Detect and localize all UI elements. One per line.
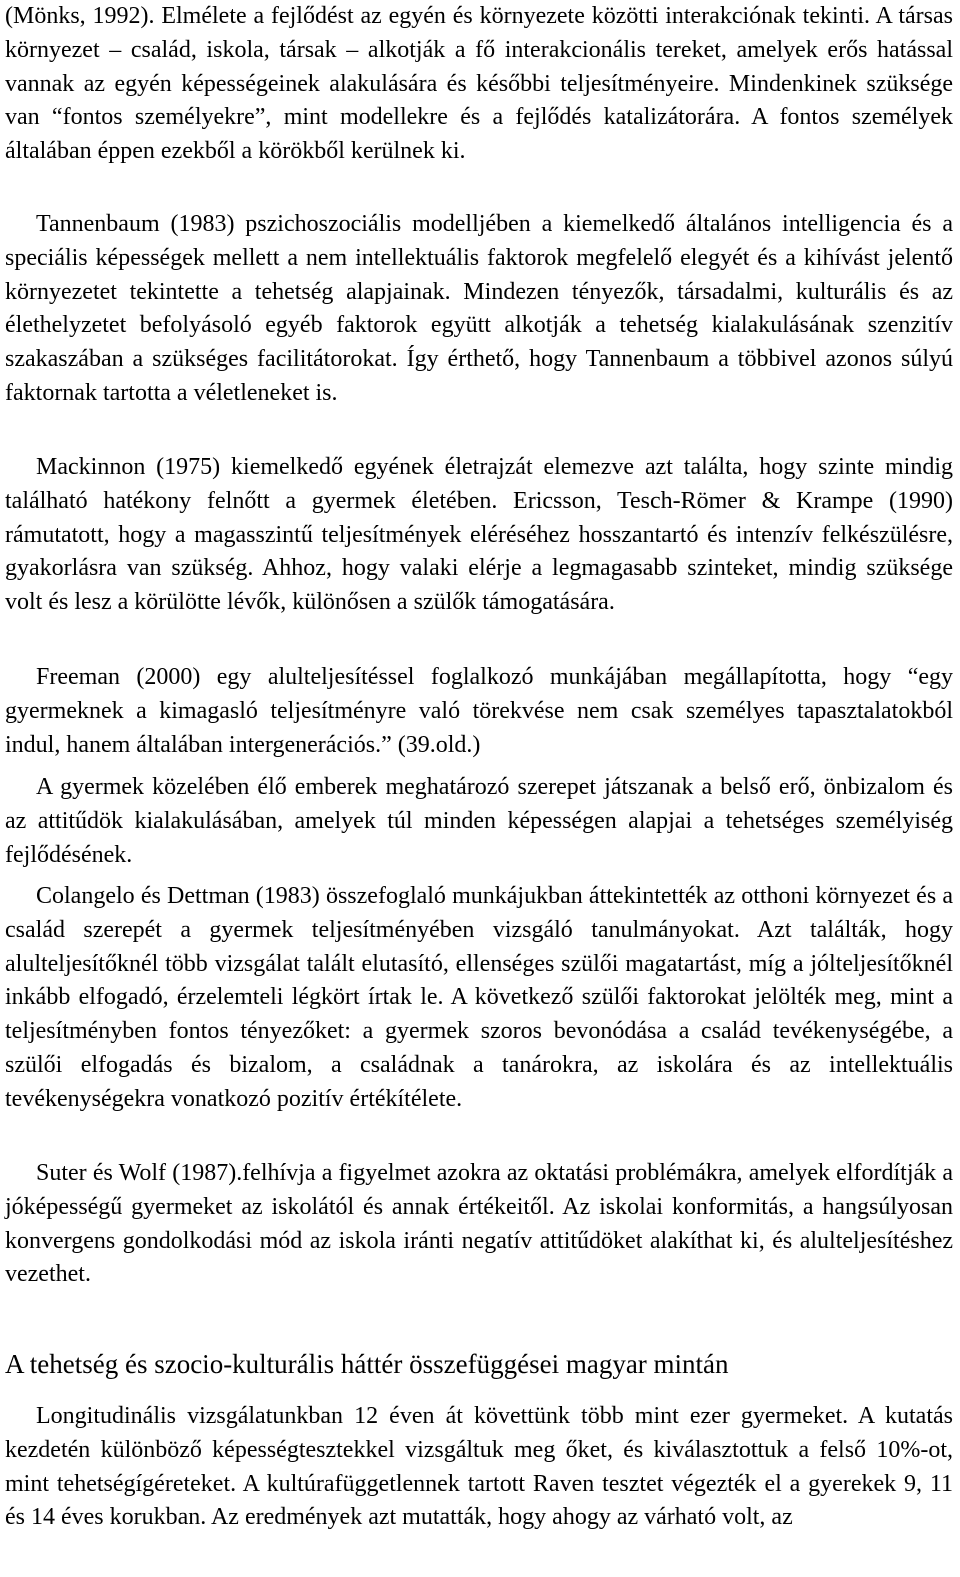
paragraph-suter-wolf: Suter és Wolf (1987).felhívja a figyelmet azokra az oktatási problémákra, amelyek elfordítják a jóképességű gyermeket az iskolától és annak értékeitől. Az iskolai konformitás, a hangsúlyosan konvergens gondolkodási mód az iskola iránti negatív attitűdöket alakíthat ki, és alulteljesítéshez vezethet. xyxy=(5,1160,953,1288)
paragraph-colangelo: Colangelo és Dettman (1983) összefoglaló munkájukban áttekintették az otthoni környezet és a család szerepét a gyermek teljesítményében vizsgáló tanulmányokat. Azt találták, hogy alulteljesítőknél több vizsgálat talált elutasító, ellenséges szülői magatartást, míg a jólteljesítőknél inkább elfogadó, érzelemteli légkört írtak le. A következő szülői faktorokat jelölték meg, mint a teljesítményben fontos tényezőket: a gyermek szoros bevonódása a család tevékenységébe, a szülői elfogadás és bizalom, a családnak a tanárokra, az iskolára és az intellektuális tevékenységekra vonatkozó pozitív értékítélete. xyxy=(5,883,953,1112)
section-heading: A tehetség és szocio-kulturális háttér összefüggései magyar mintán xyxy=(5,1349,729,1379)
paragraph-freeman: Freeman (2000) egy alulteljesítéssel foglalkozó munkájában megállapította, hogy “egy gyermeknek a kimagasló teljesítményre való törekvése nem csak személyes tapasztalatokból indul, hanem általában intergenerációs.” (39.old.) xyxy=(5,664,953,758)
paragraph-gyermek-kozeleben: A gyermek közelében élő emberek meghatározó szerepet játszanak a belső erő, önbizalom és az attitűdök kialakulásában, amelyek túl minden képességen alapjai a tehetséges személyiség fejlődésének. xyxy=(5,774,953,868)
paragraph-tannenbaum: Tannenbaum (1983) pszichoszociális modelljében a kiemelkedő általános intelligencia és a speciális képességek mellett a nem intellektuális faktorok megfelelő elegyét és a kihívást jelentő környezetet tekintette a tehetség alapjainak. Mindezen tényezők, társadalmi, kulturális és az élethelyzetet befolyásoló egyéb faktorok együtt alkotják a tehetség kialakulásának szenzitív szakaszában a szükséges facilitátorokat. Így érthető, hogy Tannenbaum a többivel azonos súlyú faktornak tartotta a véletleneket is. xyxy=(5,211,953,406)
paragraph-mackinnon: Mackinnon (1975) kiemelkedő egyének életrajzát elemezve azt találta, hogy szinte mindig található hatékony felnőtt a gyermek életében. Ericsson, Tesch-Römer & Krampe (1990) rámutatott, hogy a magasszintű teljesítmények eléréséhez hosszantartó és intenzív felkészülésre, gyakorlásra van szükség. Ahhoz, hogy valaki elérje a legmagasabb szinteket, mindig szüksége volt és lesz a körülötte lévők, különősen a szülők támogatására. xyxy=(5,454,953,616)
paragraph-longitudinalis: Longitudinális vizsgálatunkban 12 éven át követtünk több mint ezer gyermeket. A kutatás kezdetén különböző képességtesztekkel vizsgáltuk meg őket, és kiválasztottuk a felső 10%-ot, mint tehetségígéreteket. A kultúrafüggetlennek tartott Raven tesztet végezték el a gyerekek 9, 11 és 14 éves korukban. Az eredmények azt mutatták, hogy ahogy az várható volt, az xyxy=(5,1403,953,1531)
paragraph-monks: (Mönks, 1992). Elmélete a fejlődést az egyén és környezete közötti interakciónak tekinti. A társas környezet – család, iskola, társak – alkotják a fő interakcionális tereket, amelyek erős hatással vannak az egyén képességeinek alakulására és későbbi teljesítményeire. Mindenkinek szüksége van “fontos személyekre”, mint modellekre és a fejlődés katalizátorára. A fontos személyek általában éppen ezekből a körökből kerülnek ki. xyxy=(5,3,953,165)
